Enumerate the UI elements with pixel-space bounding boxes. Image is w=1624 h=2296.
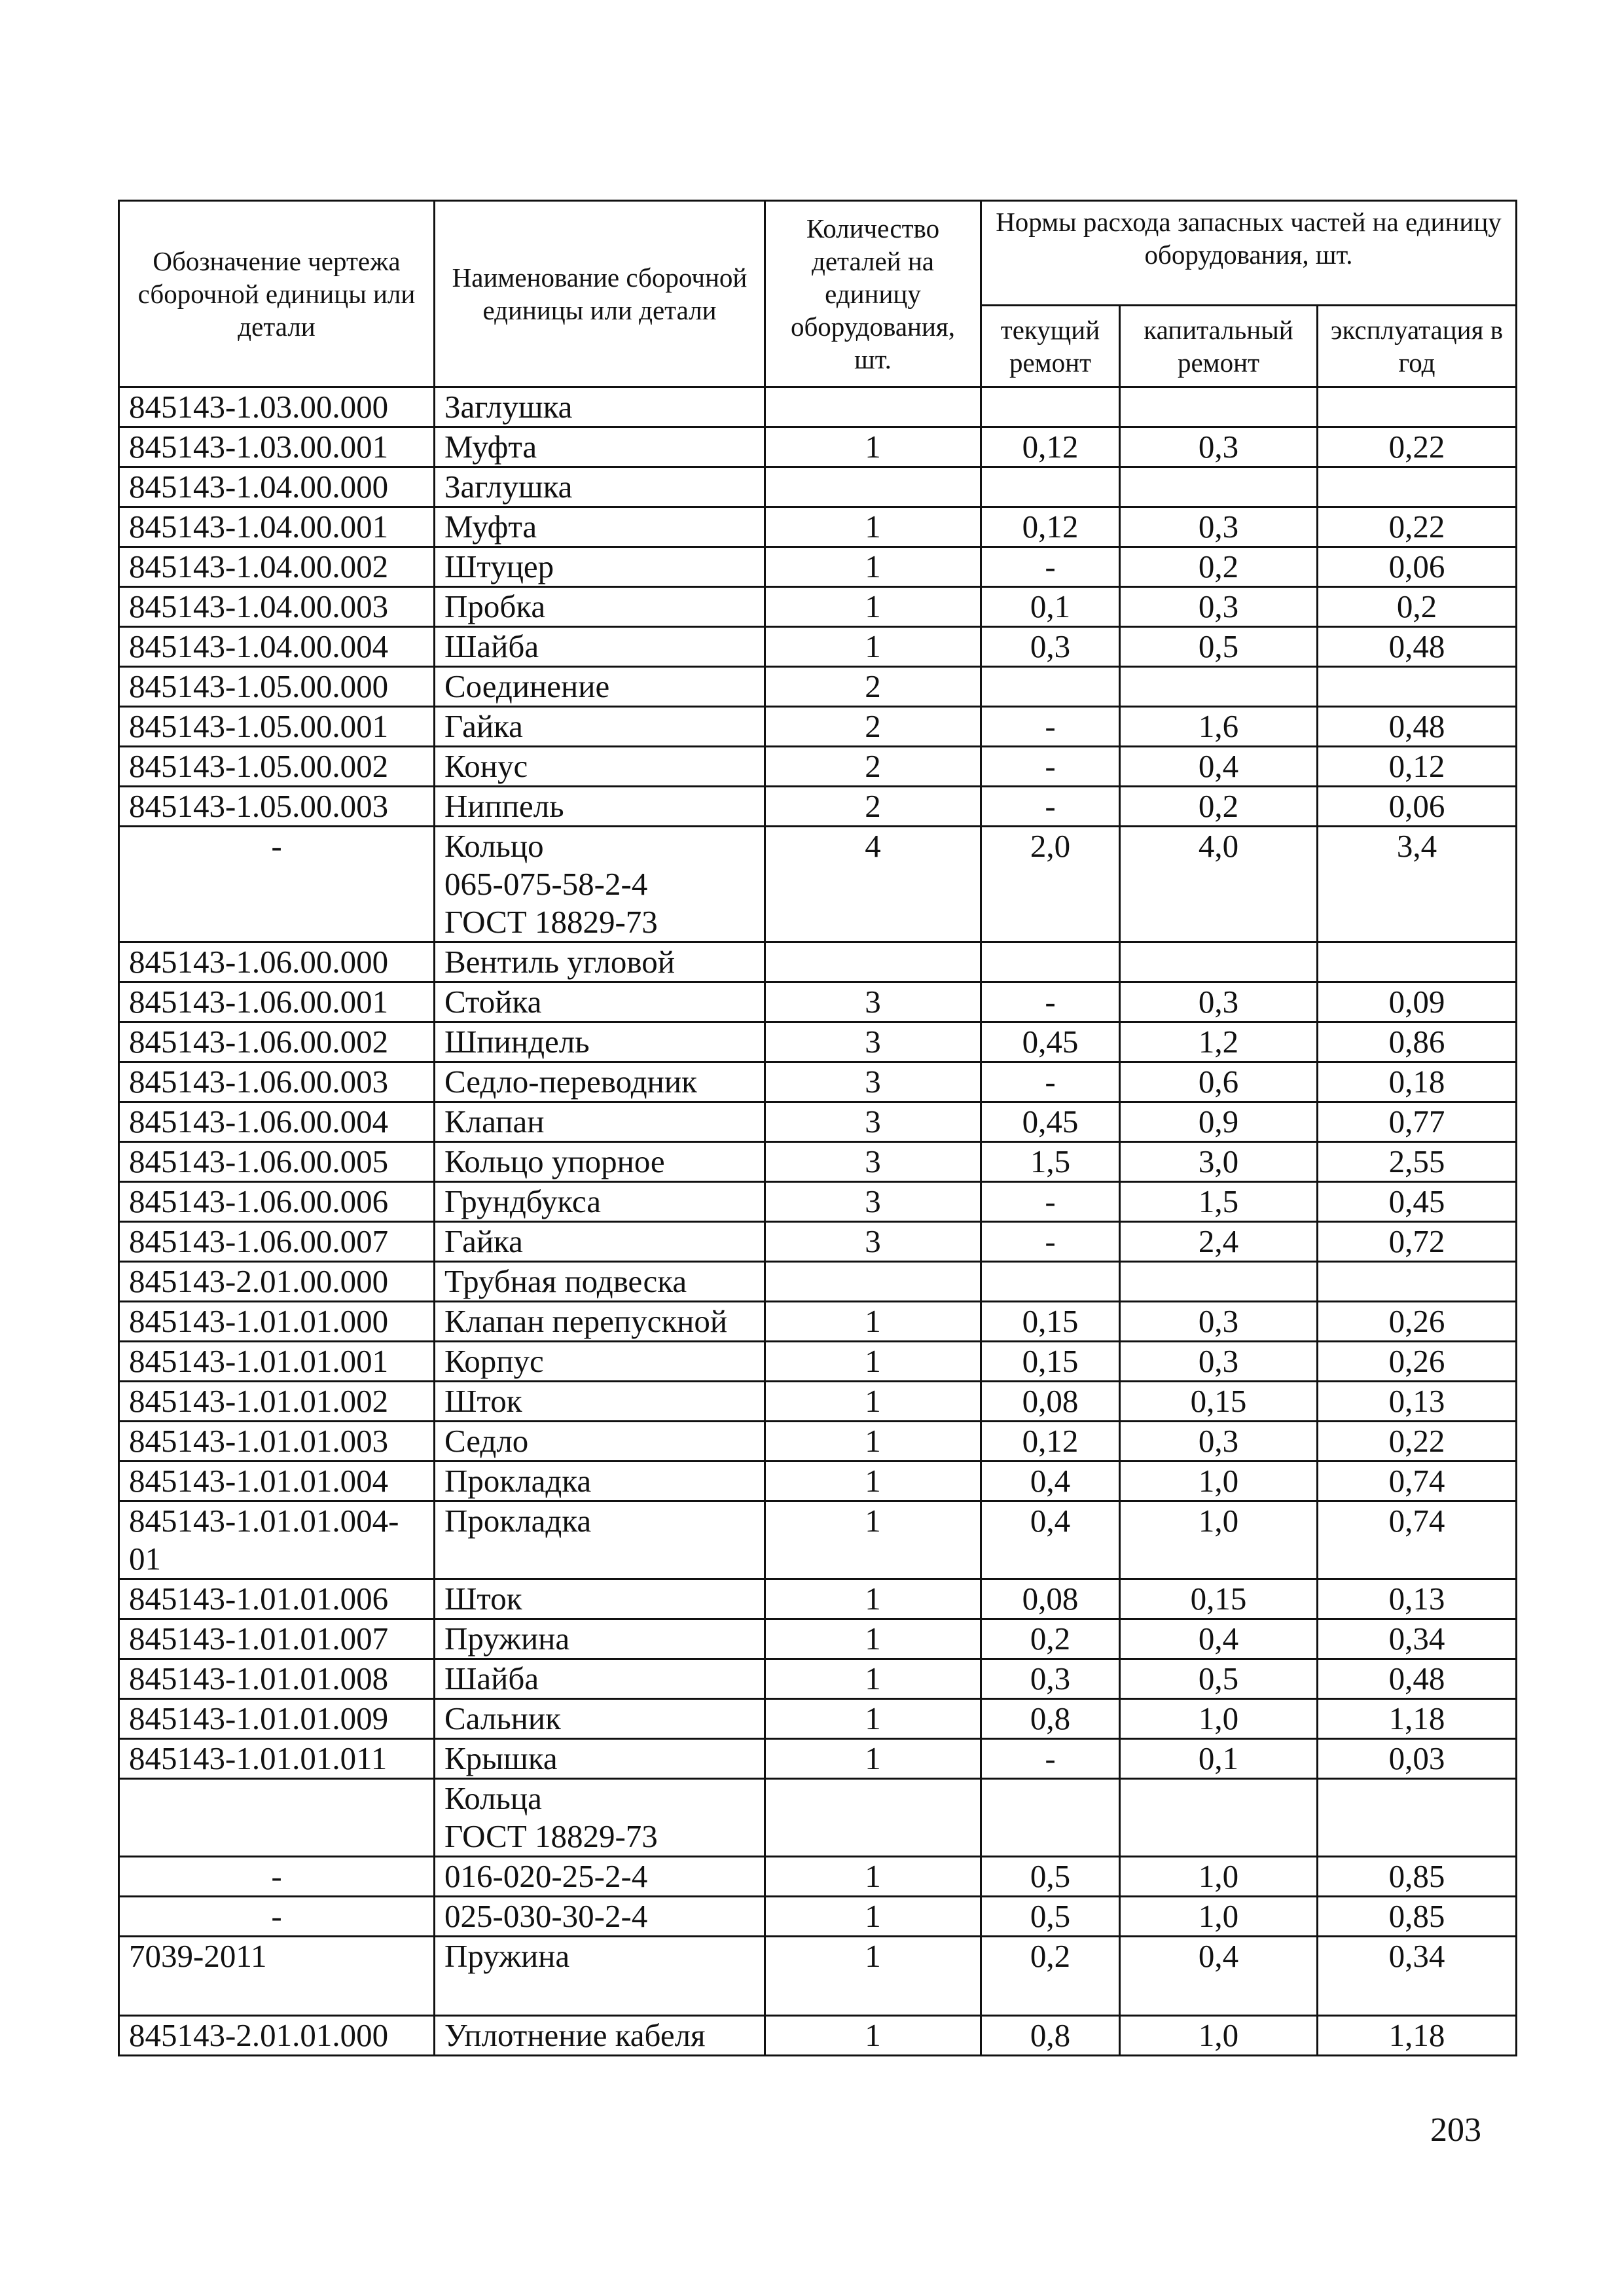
qty-cell	[765, 467, 981, 507]
table-row	[119, 1462, 1517, 1501]
table-row	[119, 2016, 1517, 2056]
table-row	[119, 627, 1517, 667]
page-number: 203	[1430, 2111, 1481, 2149]
current-cell: 0,3	[981, 1659, 1120, 1699]
current-cell: 0,8	[981, 2016, 1120, 2056]
name-cell: Клапан перепускной	[435, 1302, 765, 1342]
name-cell: Гайка	[435, 1222, 765, 1262]
name-line: Кольцо	[444, 828, 544, 864]
name-cell: Прокладка	[435, 1462, 765, 1501]
designation-cell: 845143-1.01.01.009	[119, 1699, 435, 1739]
table-row	[119, 1342, 1517, 1382]
designation-cell: 845143-1.01.01.011	[119, 1739, 435, 1779]
capital-cell: 1,0	[1120, 1462, 1318, 1501]
name-cell: Ниппель	[435, 787, 765, 827]
designation-cell: 845143-1.06.00.000	[119, 942, 435, 982]
designation-cell	[119, 1501, 435, 1579]
capital-cell: 0,1	[1120, 1739, 1318, 1779]
name-cell: Прокладка	[435, 1501, 765, 1579]
qty-cell: 3	[765, 1142, 981, 1182]
designation-cell: 845143-1.01.01.002	[119, 1382, 435, 1422]
name-cell: Сальник	[435, 1699, 765, 1739]
name-cell: Соединение	[435, 667, 765, 707]
current-cell: 0,5	[981, 1897, 1120, 1937]
qty-cell: 4	[765, 827, 981, 942]
table-row	[119, 707, 1517, 747]
yearly-cell: 0,03	[1318, 1739, 1517, 1779]
name-cell: Кольцо упорное	[435, 1142, 765, 1182]
designation-cell: 845143-1.06.00.001	[119, 982, 435, 1022]
capital-cell: 0,3	[1120, 1422, 1318, 1462]
table-row	[119, 1739, 1517, 1779]
table-row	[119, 387, 1517, 427]
qty-cell	[765, 1779, 981, 1857]
qty-cell: 1	[765, 1422, 981, 1462]
capital-cell	[1120, 667, 1318, 707]
table-row	[119, 1779, 1517, 1857]
current-cell	[981, 387, 1120, 427]
name-cell: Грундбукса	[435, 1182, 765, 1222]
designation-cell: -	[119, 1897, 435, 1937]
yearly-cell	[1318, 942, 1517, 982]
qty-cell: 3	[765, 1062, 981, 1102]
current-cell: -	[981, 707, 1120, 747]
name-cell: Корпус	[435, 1342, 765, 1382]
yearly-cell: 0,22	[1318, 1422, 1517, 1462]
qty-cell: 1	[765, 1857, 981, 1897]
table-row	[119, 1579, 1517, 1619]
table-row	[119, 747, 1517, 787]
designation-cell: 7039-2011	[119, 1937, 435, 2016]
name-cell: Клапан	[435, 1102, 765, 1142]
name-cell: 025-030-30-2-4	[435, 1897, 765, 1937]
current-cell	[981, 1262, 1120, 1302]
designation-cell: 845143-1.01.01.003	[119, 1422, 435, 1462]
designation-cell: 845143-1.05.00.003	[119, 787, 435, 827]
table-row	[119, 507, 1517, 547]
current-cell: -	[981, 1182, 1120, 1222]
designation-cell: 845143-1.06.00.007	[119, 1222, 435, 1262]
table-row	[119, 942, 1517, 982]
capital-cell: 0,15	[1120, 1579, 1318, 1619]
current-cell: -	[981, 547, 1120, 587]
table-row	[119, 1897, 1517, 1937]
current-cell: 1,5	[981, 1142, 1120, 1182]
table-row	[119, 547, 1517, 587]
name-cell: Седло-переводник	[435, 1062, 765, 1102]
name-line: 065-075-58-2-4	[444, 866, 648, 902]
name-cell: 016-020-25-2-4	[435, 1857, 765, 1897]
current-cell: 0,2	[981, 1937, 1120, 2016]
designation-cell: 845143-1.06.00.004	[119, 1102, 435, 1142]
yearly-cell: 0,26	[1318, 1302, 1517, 1342]
yearly-cell: 0,2	[1318, 587, 1517, 627]
capital-cell	[1120, 1262, 1318, 1302]
current-cell: 0,08	[981, 1579, 1120, 1619]
designation-line: 845143-1.01.01.004-	[129, 1503, 399, 1539]
designation-cell: 845143-1.03.00.001	[119, 427, 435, 467]
name-cell	[435, 827, 765, 942]
designation-cell: 845143-1.04.00.001	[119, 507, 435, 547]
current-cell: 0,1	[981, 587, 1120, 627]
capital-cell: 0,4	[1120, 1619, 1318, 1659]
qty-cell	[765, 1262, 981, 1302]
name-cell: Муфта	[435, 507, 765, 547]
yearly-cell: 0,85	[1318, 1857, 1517, 1897]
name-cell: Шпиндель	[435, 1022, 765, 1062]
yearly-cell: 0,34	[1318, 1937, 1517, 2016]
current-cell: 0,5	[981, 1857, 1120, 1897]
yearly-cell	[1318, 387, 1517, 427]
yearly-cell: 0,22	[1318, 507, 1517, 547]
capital-cell: 0,2	[1120, 787, 1318, 827]
qty-cell: 2	[765, 787, 981, 827]
spare-parts-table	[118, 200, 1517, 2056]
yearly-cell: 0,12	[1318, 747, 1517, 787]
table-row	[119, 1102, 1517, 1142]
table-row	[119, 1262, 1517, 1302]
current-cell: 2,0	[981, 827, 1120, 942]
capital-cell: 0,5	[1120, 1659, 1318, 1699]
current-cell: 0,4	[981, 1501, 1120, 1579]
name-cell: Конус	[435, 747, 765, 787]
designation-cell: 845143-1.01.01.008	[119, 1659, 435, 1699]
yearly-cell: 0,34	[1318, 1619, 1517, 1659]
designation-cell: 845143-1.04.00.004	[119, 627, 435, 667]
qty-cell	[765, 387, 981, 427]
current-cell: -	[981, 982, 1120, 1022]
capital-cell: 4,0	[1120, 827, 1318, 942]
capital-cell: 0,3	[1120, 507, 1318, 547]
table-row	[119, 1062, 1517, 1102]
qty-cell: 1	[765, 1342, 981, 1382]
current-cell: 0,45	[981, 1022, 1120, 1062]
current-cell: -	[981, 1739, 1120, 1779]
qty-cell: 1	[765, 1739, 981, 1779]
qty-cell: 1	[765, 1579, 981, 1619]
yearly-cell: 0,74	[1318, 1462, 1517, 1501]
qty-cell: 3	[765, 982, 981, 1022]
capital-cell: 1,5	[1120, 1182, 1318, 1222]
current-cell: 0,3	[981, 627, 1120, 667]
capital-cell: 1,0	[1120, 1699, 1318, 1739]
name-cell: Седло	[435, 1422, 765, 1462]
qty-cell: 1	[765, 1302, 981, 1342]
yearly-cell: 0,13	[1318, 1579, 1517, 1619]
yearly-cell: 0,13	[1318, 1382, 1517, 1422]
table-row	[119, 1142, 1517, 1182]
current-cell: 0,12	[981, 507, 1120, 547]
designation-cell: 845143-1.05.00.002	[119, 747, 435, 787]
designation-cell: 845143-1.04.00.003	[119, 587, 435, 627]
designation-cell: 845143-1.05.00.000	[119, 667, 435, 707]
table-row	[119, 427, 1517, 467]
qty-cell: 1	[765, 1382, 981, 1422]
capital-cell: 0,15	[1120, 1382, 1318, 1422]
qty-cell: 1	[765, 1897, 981, 1937]
qty-cell: 1	[765, 1501, 981, 1579]
capital-cell: 0,3	[1120, 1342, 1318, 1382]
name-line: ГОСТ 18829-73	[444, 1818, 658, 1854]
table-row	[119, 1022, 1517, 1062]
name-cell: Гайка	[435, 707, 765, 747]
current-cell: -	[981, 1222, 1120, 1262]
designation-cell: 845143-2.01.01.000	[119, 2016, 435, 2056]
yearly-cell: 1,18	[1318, 2016, 1517, 2056]
yearly-cell: 0,74	[1318, 1501, 1517, 1579]
designation-line: 01	[129, 1541, 161, 1577]
designation-cell: 845143-1.06.00.005	[119, 1142, 435, 1182]
current-cell: 0,45	[981, 1102, 1120, 1142]
capital-cell: 0,9	[1120, 1102, 1318, 1142]
yearly-cell: 0,26	[1318, 1342, 1517, 1382]
capital-cell: 1,2	[1120, 1022, 1318, 1062]
table-row	[119, 1302, 1517, 1342]
qty-cell: 1	[765, 1699, 981, 1739]
yearly-cell: 0,45	[1318, 1182, 1517, 1222]
header-capital-repair: капитальный ремонт	[1120, 306, 1318, 387]
name-cell: Пружина	[435, 1937, 765, 2016]
qty-cell: 3	[765, 1222, 981, 1262]
capital-cell: 2,4	[1120, 1222, 1318, 1262]
capital-cell: 0,4	[1120, 1937, 1318, 2016]
header-designation: Обозначение чертежа сборочной единицы или детали	[119, 201, 435, 387]
capital-cell	[1120, 942, 1318, 982]
table-row	[119, 1857, 1517, 1897]
capital-cell	[1120, 1779, 1318, 1857]
capital-cell: 1,0	[1120, 2016, 1318, 2056]
current-cell: -	[981, 747, 1120, 787]
capital-cell: 1,0	[1120, 1897, 1318, 1937]
qty-cell: 1	[765, 1462, 981, 1501]
capital-cell	[1120, 387, 1318, 427]
qty-cell: 1	[765, 507, 981, 547]
qty-cell: 1	[765, 1619, 981, 1659]
designation-cell: 845143-1.01.01.000	[119, 1302, 435, 1342]
designation-cell: 845143-1.04.00.002	[119, 547, 435, 587]
name-line: ГОСТ 18829-73	[444, 904, 658, 940]
current-cell: 0,12	[981, 427, 1120, 467]
name-cell: Шток	[435, 1382, 765, 1422]
yearly-cell: 0,09	[1318, 982, 1517, 1022]
qty-cell: 1	[765, 1659, 981, 1699]
current-cell: -	[981, 1062, 1120, 1102]
qty-cell: 1	[765, 2016, 981, 2056]
current-cell	[981, 942, 1120, 982]
name-line: Кольца	[444, 1780, 542, 1816]
yearly-cell: 0,48	[1318, 627, 1517, 667]
table-row	[119, 467, 1517, 507]
table-row	[119, 587, 1517, 627]
table-row	[119, 982, 1517, 1022]
current-cell	[981, 467, 1120, 507]
designation-cell	[119, 1779, 435, 1857]
current-cell	[981, 1779, 1120, 1857]
header-operation-year: эксплуатация в год	[1318, 306, 1517, 387]
table-row	[119, 1699, 1517, 1739]
current-cell: 0,08	[981, 1382, 1120, 1422]
name-cell: Муфта	[435, 427, 765, 467]
header-norms: Нормы расхода запасных частей на единицу оборудования, шт.	[981, 201, 1517, 306]
yearly-cell: 0,48	[1318, 1659, 1517, 1699]
capital-cell: 1,0	[1120, 1857, 1318, 1897]
capital-cell: 0,3	[1120, 587, 1318, 627]
yearly-cell: 0,06	[1318, 787, 1517, 827]
name-cell: Заглушка	[435, 467, 765, 507]
yearly-cell: 0,06	[1318, 547, 1517, 587]
qty-cell: 1	[765, 587, 981, 627]
name-cell	[435, 1779, 765, 1857]
table-row	[119, 827, 1517, 942]
current-cell: 0,2	[981, 1619, 1120, 1659]
designation-cell: 845143-1.06.00.003	[119, 1062, 435, 1102]
name-cell: Стойка	[435, 982, 765, 1022]
designation-cell: 845143-1.06.00.006	[119, 1182, 435, 1222]
yearly-cell: 1,18	[1318, 1699, 1517, 1739]
table-row	[119, 1619, 1517, 1659]
name-cell: Крышка	[435, 1739, 765, 1779]
qty-cell: 1	[765, 427, 981, 467]
capital-cell: 3,0	[1120, 1142, 1318, 1182]
designation-cell: 845143-1.04.00.000	[119, 467, 435, 507]
name-cell: Вентиль угловой	[435, 942, 765, 982]
name-cell: Шайба	[435, 1659, 765, 1699]
table-row	[119, 1659, 1517, 1699]
yearly-cell: 0,85	[1318, 1897, 1517, 1937]
designation-cell: 845143-1.05.00.001	[119, 707, 435, 747]
yearly-cell: 0,48	[1318, 707, 1517, 747]
yearly-cell: 0,77	[1318, 1102, 1517, 1142]
designation-cell: -	[119, 1857, 435, 1897]
capital-cell	[1120, 467, 1318, 507]
qty-cell: 1	[765, 627, 981, 667]
current-cell: 0,4	[981, 1462, 1120, 1501]
capital-cell: 0,6	[1120, 1062, 1318, 1102]
name-cell: Шайба	[435, 627, 765, 667]
table-row	[119, 1422, 1517, 1462]
designation-cell: 845143-1.01.01.001	[119, 1342, 435, 1382]
name-cell: Пробка	[435, 587, 765, 627]
current-cell: -	[981, 787, 1120, 827]
capital-cell: 1,0	[1120, 1501, 1318, 1579]
yearly-cell	[1318, 1262, 1517, 1302]
header-name: Наименование сборочной единицы или детали	[435, 201, 765, 387]
capital-cell: 0,3	[1120, 427, 1318, 467]
yearly-cell: 3,4	[1318, 827, 1517, 942]
capital-cell: 0,2	[1120, 547, 1318, 587]
table-row	[119, 1182, 1517, 1222]
current-cell: 0,15	[981, 1342, 1120, 1382]
yearly-cell	[1318, 467, 1517, 507]
qty-cell: 2	[765, 747, 981, 787]
yearly-cell	[1318, 667, 1517, 707]
capital-cell: 0,3	[1120, 1302, 1318, 1342]
capital-cell: 0,5	[1120, 627, 1318, 667]
qty-cell: 3	[765, 1102, 981, 1142]
designation-cell: 845143-1.06.00.002	[119, 1022, 435, 1062]
designation-cell: 845143-1.01.01.006	[119, 1579, 435, 1619]
yearly-cell: 0,86	[1318, 1022, 1517, 1062]
name-cell: Трубная подвеска	[435, 1262, 765, 1302]
designation-cell: 845143-2.01.00.000	[119, 1262, 435, 1302]
designation-cell: 845143-1.01.01.007	[119, 1619, 435, 1659]
table-row	[119, 667, 1517, 707]
qty-cell: 2	[765, 667, 981, 707]
table-row	[119, 1937, 1517, 2016]
designation-cell: 845143-1.01.01.004	[119, 1462, 435, 1501]
capital-cell: 1,6	[1120, 707, 1318, 747]
name-cell: Уплотнение кабеля	[435, 2016, 765, 2056]
capital-cell: 0,4	[1120, 747, 1318, 787]
designation-cell: -	[119, 827, 435, 942]
current-cell: 0,12	[981, 1422, 1120, 1462]
name-cell: Пружина	[435, 1619, 765, 1659]
name-cell: Заглушка	[435, 387, 765, 427]
table-row	[119, 787, 1517, 827]
yearly-cell: 0,22	[1318, 427, 1517, 467]
table-row	[119, 1382, 1517, 1422]
capital-cell: 0,3	[1120, 982, 1318, 1022]
designation-cell: 845143-1.03.00.000	[119, 387, 435, 427]
table-row	[119, 1501, 1517, 1579]
qty-cell: 3	[765, 1182, 981, 1222]
yearly-cell	[1318, 1779, 1517, 1857]
qty-cell: 3	[765, 1022, 981, 1062]
current-cell: 0,15	[981, 1302, 1120, 1342]
table-body	[119, 387, 1517, 2056]
qty-cell: 1	[765, 547, 981, 587]
qty-cell: 2	[765, 707, 981, 747]
qty-cell: 1	[765, 1937, 981, 2016]
yearly-cell: 0,72	[1318, 1222, 1517, 1262]
name-cell: Шток	[435, 1579, 765, 1619]
header-quantity: Количество деталей на единицу оборудования, шт.	[765, 201, 981, 387]
name-cell: Штуцер	[435, 547, 765, 587]
table-row	[119, 1222, 1517, 1262]
current-cell	[981, 667, 1120, 707]
yearly-cell: 0,18	[1318, 1062, 1517, 1102]
yearly-cell: 2,55	[1318, 1142, 1517, 1182]
current-cell: 0,8	[981, 1699, 1120, 1739]
qty-cell	[765, 942, 981, 982]
header-current-repair: текущий ремонт	[981, 306, 1120, 387]
